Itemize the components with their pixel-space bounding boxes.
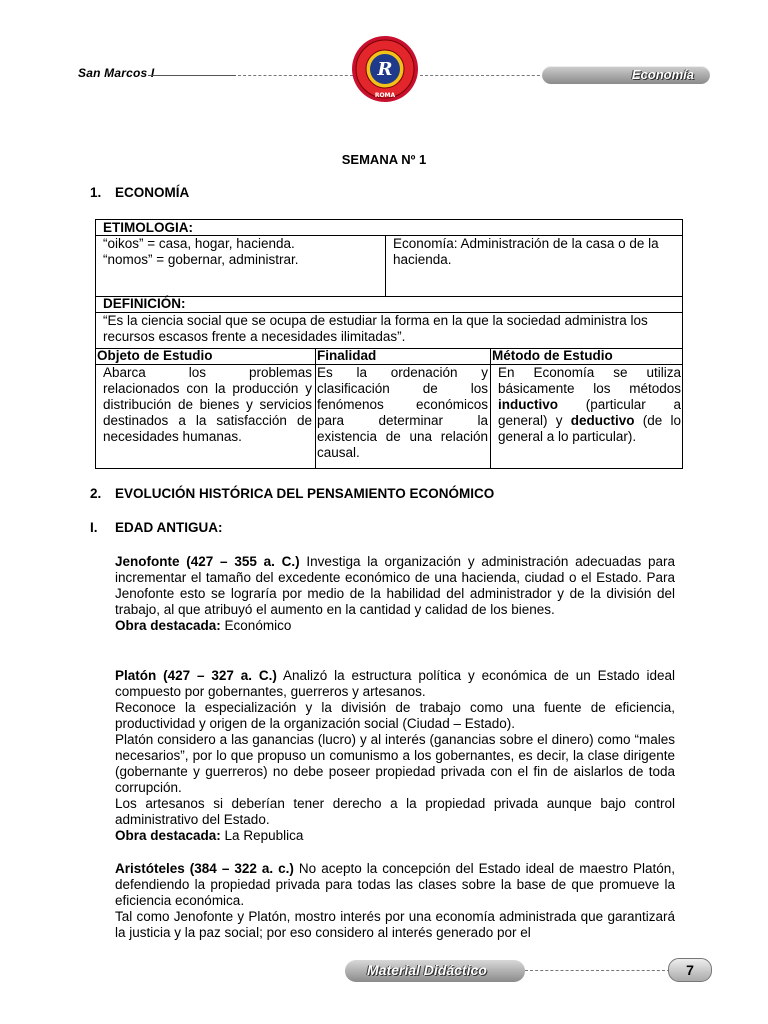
page-number-badge	[668, 958, 712, 982]
page-number: 7	[686, 962, 694, 978]
section-I-heading: EDAD ANTIGUA:	[115, 520, 223, 535]
header-dashed-rule-right	[420, 75, 545, 76]
svg-text:ROMA: ROMA	[374, 92, 396, 99]
section-1-number: 1.	[90, 185, 102, 200]
footer-label: Material Didáctico	[367, 962, 487, 978]
col-finalidad-heading: Finalidad	[317, 348, 377, 363]
jenofonte-paragraph: Jenofonte (427 – 355 a. C.) Investiga la organización y administración adecuadas para incrementar el tamaño del excedente económico de una hacienda, ciudad o el Estado. Para Jenofonte esto se lograría por medio de la habilidad del administrador y de la división del trabajo, al que atribuyó el aumento en la cantidad y calidad de los bienes. Obra destacada: Económico	[115, 554, 675, 633]
footer-badge	[345, 960, 525, 982]
col-finalidad-text: Es la ordenación y clasificación de los fenómenos económicos para determinar la existencia de una relación causal.	[317, 365, 488, 460]
col-metodo-heading: Método de Estudio	[492, 348, 613, 363]
etimologia-oikos: “oikos” = casa, hogar, hacienda.	[103, 236, 295, 251]
section-2-heading: EVOLUCIÓN HISTÓRICA DEL PENSAMIENTO ECONÓMICO	[115, 486, 495, 501]
economy-table	[95, 219, 683, 469]
section-2-number: 2.	[90, 486, 102, 501]
svg-text:R: R	[377, 59, 393, 80]
header-rule	[148, 75, 236, 76]
definicion-text: “Es la ciencia social que se ocupa de estudiar la forma en la que la sociedad administra los recursos escasos frente a necesidades ilimitadas”.	[103, 313, 648, 344]
section-1-heading: ECONOMÍA	[115, 185, 190, 200]
header-subject-label: Economía	[631, 67, 694, 82]
col-objeto-text: Abarca los problemas relacionados con la producción y distribución de bienes y servicios destinados a la satisfacción de necesidades humanas.	[103, 365, 312, 444]
footer-dashed-rule	[525, 970, 670, 971]
definicion-heading: DEFINICIÓN:	[103, 296, 186, 311]
page-title: SEMANA Nº 1	[341, 152, 427, 167]
etimologia-meaning: Economía: Administración de la casa o de la hacienda.	[393, 236, 659, 267]
school-logo	[340, 34, 430, 104]
etimologia-nomos: “nomos” = gobernar, administrar.	[103, 252, 299, 267]
col-metodo-text: En Economía se utiliza básicamente los métodos inductivo (particular a general) y deductivo (de lo general a lo particular).	[498, 365, 681, 444]
section-I-number: I.	[90, 520, 98, 535]
etimologia-heading: ETIMOLOGIA:	[103, 220, 193, 235]
header-left-label: San Marcos I	[78, 66, 155, 80]
header-subject-badge	[542, 66, 710, 84]
platon-paragraph: Platón (427 – 327 a. C.) Analizó la estructura política y económica de un Estado ideal compuesto por gobernantes, guerreros y artesanos. Reconoce la especialización y la división de trabajo como una fuente de eficiencia, productividad y origen de la organización social (Ciudad – Estado). Platón considero a las ganancias (lucro) y al interés (ganancias sobre el dinero) como “males necesarios”, por lo que propuso un comunismo a los gobernantes, es decir, la clase dirigente (gobernante y guerreros) no debe poseer propiedad privada con el fin de aislarlos de toda corrupción. Los artesanos si deberían tener derecho a la propiedad privada aunque bajo control administrativo del Estado. Obra destacada: La Republica	[115, 668, 676, 843]
aristoteles-paragraph: Aristóteles (384 – 322 a. c.) No acepto la concepción del Estado ideal de maestro Platón, defendiendo la propiedad privada para todas las clases sobre la base de que promueve la eficiencia económica. Tal como Jenofonte y Platón, mostro interés por una economía administrada que garantizará la justicia y la paz social; por eso considero al interés generado por el	[115, 861, 676, 940]
col-objeto-heading: Objeto de Estudio	[97, 348, 213, 363]
